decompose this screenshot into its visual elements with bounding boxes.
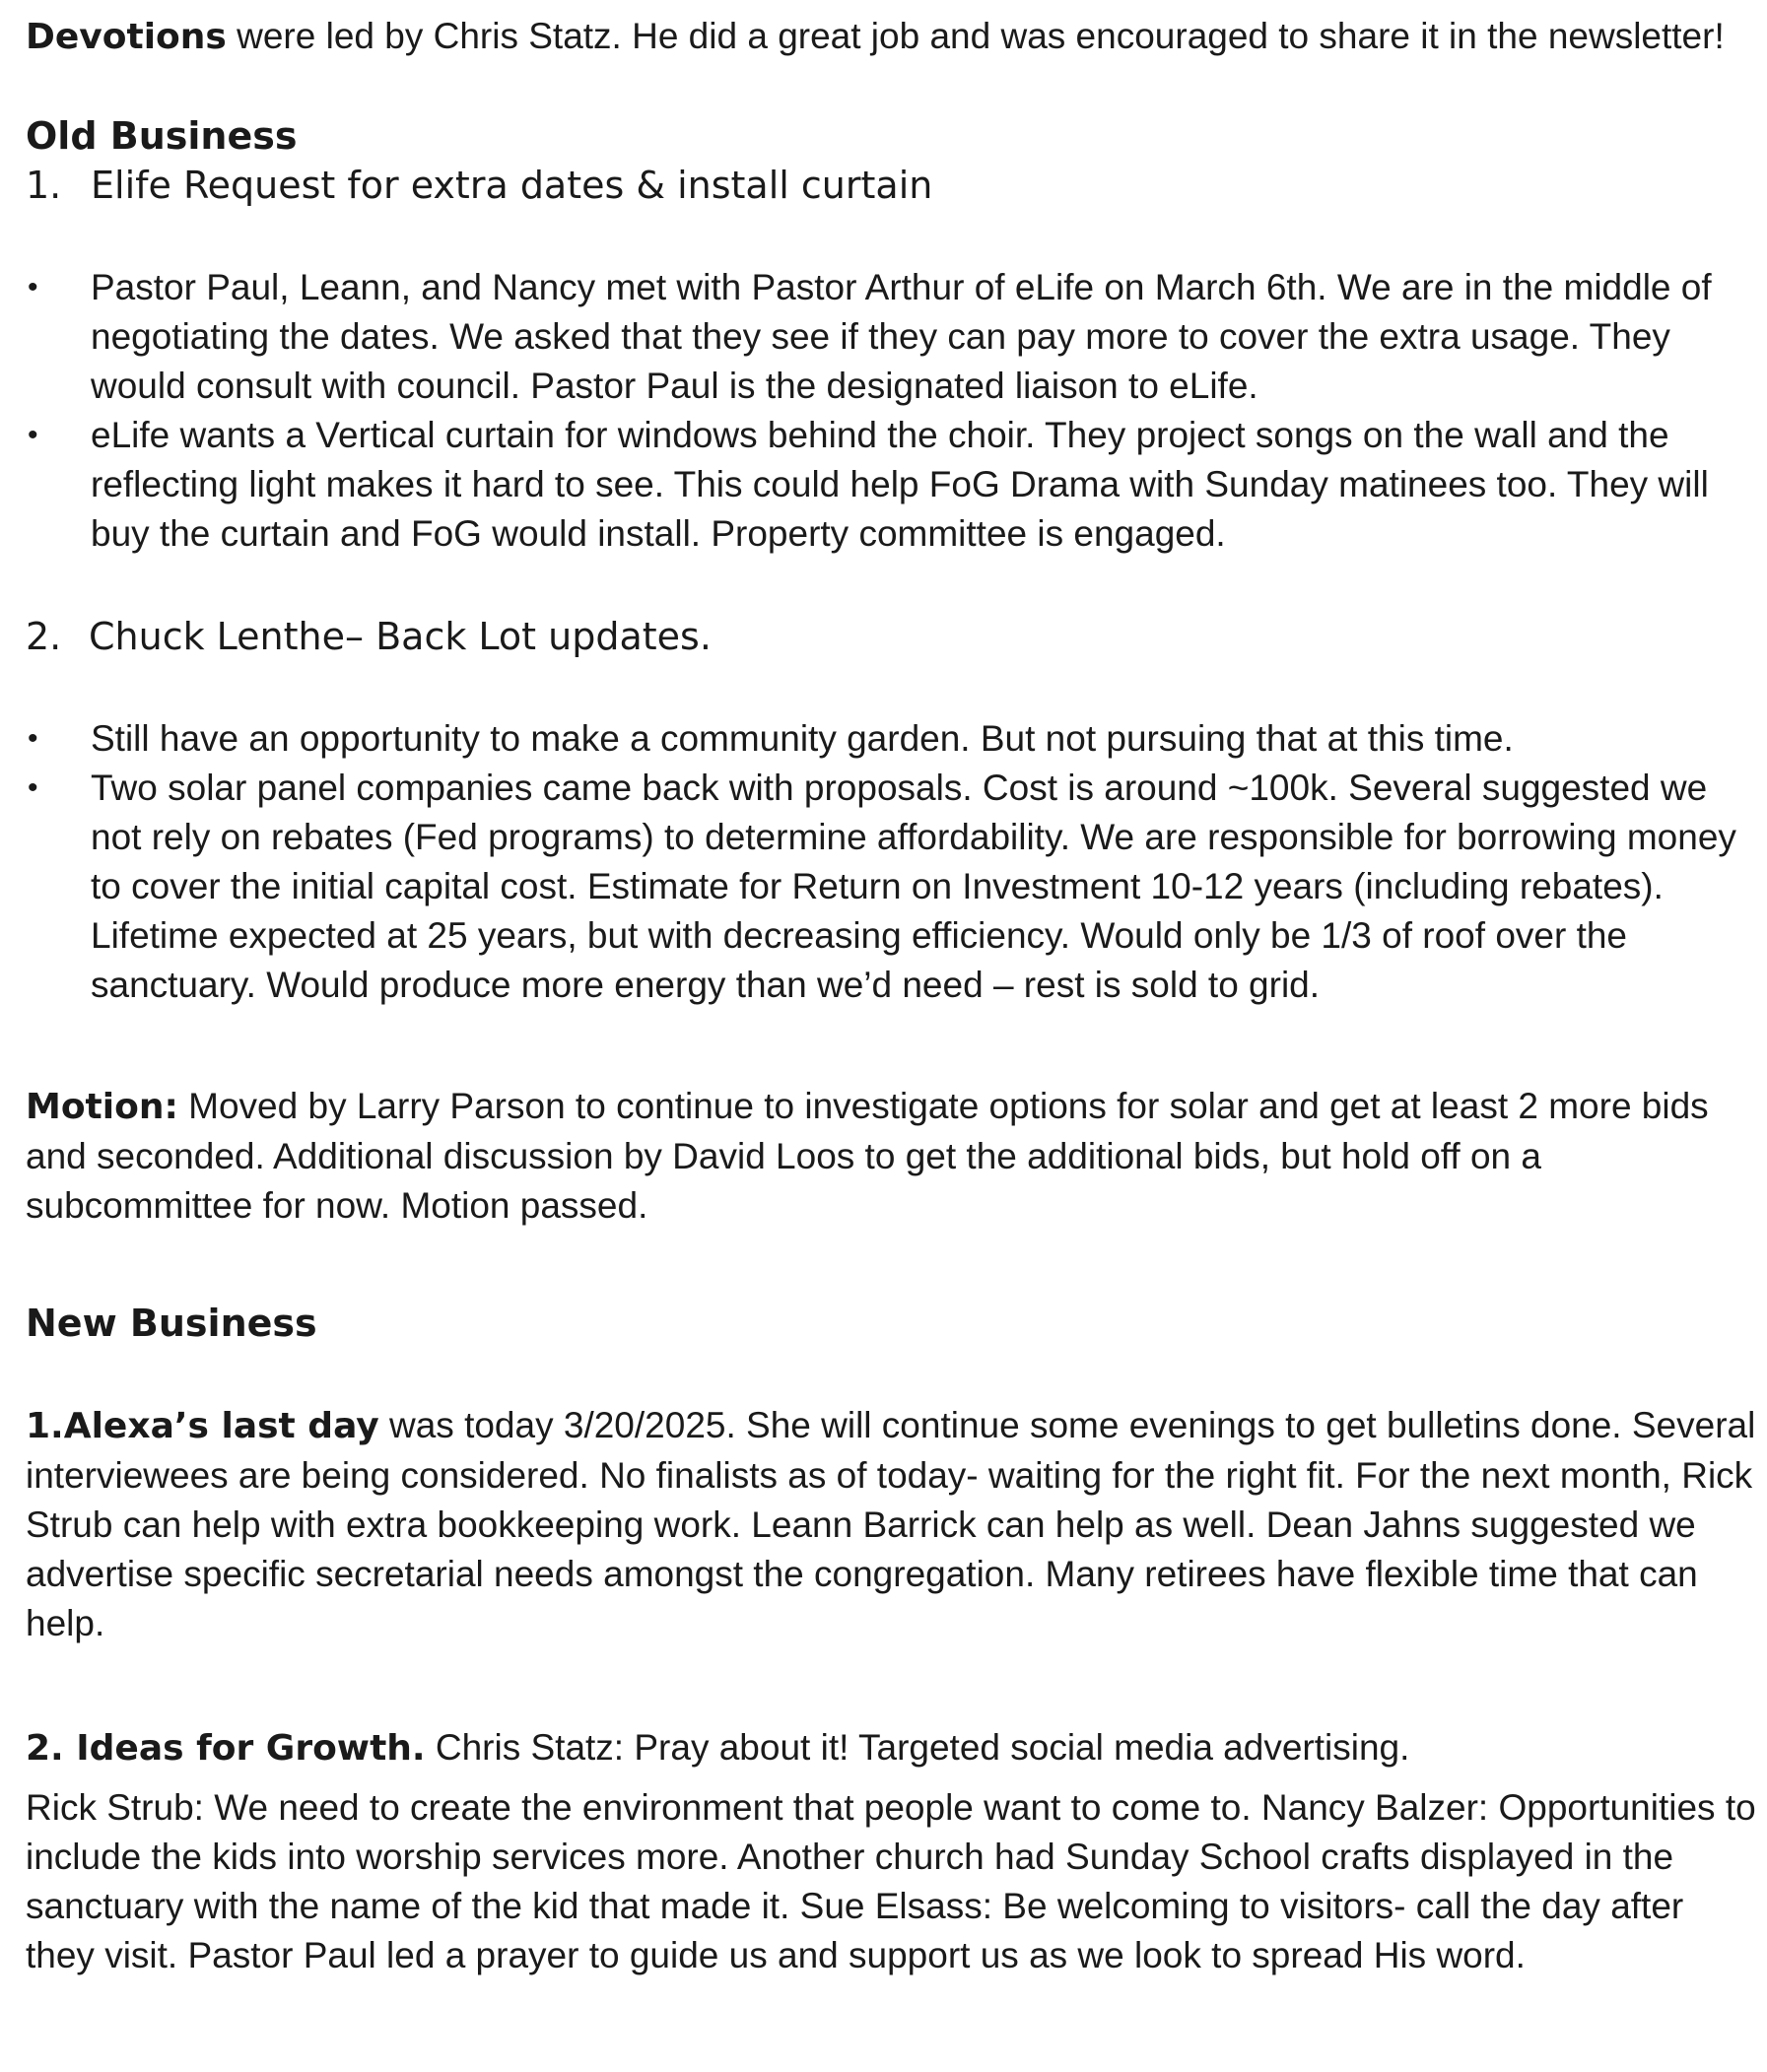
old-business-heading: Old Business <box>26 114 298 158</box>
devotions-paragraph <box>26 12 1760 62</box>
item-1-label: 1.Alexa’s last day <box>26 1406 379 1446</box>
item-2-label: 2. Ideas for Growth. <box>26 1728 426 1769</box>
bullet-text: Pastor Paul, Leann, and Nancy met with Pastor Arthur of eLife on March 6th. We are in the middle of negotiating the dates. We asked that they see if they can pay more to cover the extra usage. They would consult with council. Pastor Paul is the designated liaison to eLife. <box>91 267 1712 406</box>
bullet-icon: • <box>28 722 38 755</box>
item-2-text: Chris Statz: Pray about it! Targeted social media advertising. <box>425 1727 1410 1768</box>
bullet-icon: • <box>28 771 38 804</box>
bullet-text: Two solar panel companies came back with proposals. Cost is around ~100k. Several suggested we not rely on rebates (Fed programs) to determine affordability. We are responsible for borrowing money to cover the initial capital cost. Estimate for Return on Investment 10-12 years (including rebates). Lifetime expected at 25 years, but with decreasing efficiency. Would only be 1/3 of roof over the sanctuary. Would produce more energy than we’d need – rest is sold to grid. <box>91 768 1736 1005</box>
list-item <box>26 263 1760 411</box>
old-business-item-2-bullets <box>26 714 1760 1010</box>
old-business-item-1-bullets <box>26 263 1760 559</box>
new-business-item-2-continuation: Rick Strub: We need to create the environment that people want to come to. Nancy Balzer: Opportunities to include the kids into worship services more. Another church had Sunday School crafts displayed in the sanctuary with the name of the kid that made it. Sue Elsass: Be welcoming to visitors- call the day after they visit. Pastor Paul led a prayer to guide us and support us as we look to spread His word. <box>26 1787 1756 1975</box>
motion-paragraph <box>26 1082 1760 1231</box>
bullet-icon: • <box>28 271 38 303</box>
item-title: Elife Request for extra dates & install curtain <box>91 164 933 207</box>
item-1-text: was today 3/20/2025. She will continue some evenings to get bulletins done. Several interviewees are being considered. No finalists as of today- waiting for the right fit. For the next month, Rick Strub can help with extra bookkeeping work. Leann Barrick can help as well. Dean Jahns suggested we advertise specific secretarial needs amongst the congregation. Many retirees have flexible time that can help. <box>26 1405 1756 1643</box>
bullet-icon: • <box>28 419 38 451</box>
old-business-item-1-title <box>26 161 1760 210</box>
list-item <box>26 714 1760 764</box>
bullet-text: Still have an opportunity to make a community garden. But not pursuing that at this time. <box>91 718 1514 759</box>
bullet-text: eLife wants a Vertical curtain for windows behind the choir. They project songs on the wall and the reflecting light makes it hard to see. This could help FoG Drama with Sunday matinees too. They will buy the curtain and FoG would install. Property committee is engaged. <box>91 415 1709 554</box>
new-business-item-1 <box>26 1401 1760 1648</box>
item-number: 1. <box>26 164 62 207</box>
motion-text: Moved by Larry Parson to continue to investigate options for solar and get at least 2 more bids and seconded. Additional discussion by David Loos to get the additional bids, but hold off on a subcommittee for now. Motion passed. <box>26 1086 1709 1226</box>
devotions-text: were led by Chris Statz. He did a great job and was encouraged to share it in the newsletter! <box>226 16 1725 56</box>
new-business-item-2 <box>26 1723 1760 1773</box>
new-business-heading: New Business <box>26 1302 317 1345</box>
list-item <box>26 411 1760 559</box>
motion-label: Motion: <box>26 1087 178 1127</box>
old-business-item-2-title <box>26 612 1760 661</box>
list-item <box>26 764 1760 1010</box>
item-number: 2. <box>26 615 62 658</box>
item-title: Chuck Lenthe– Back Lot updates. <box>89 615 712 658</box>
devotions-label: Devotions <box>26 17 227 57</box>
document-page <box>26 12 1760 1980</box>
